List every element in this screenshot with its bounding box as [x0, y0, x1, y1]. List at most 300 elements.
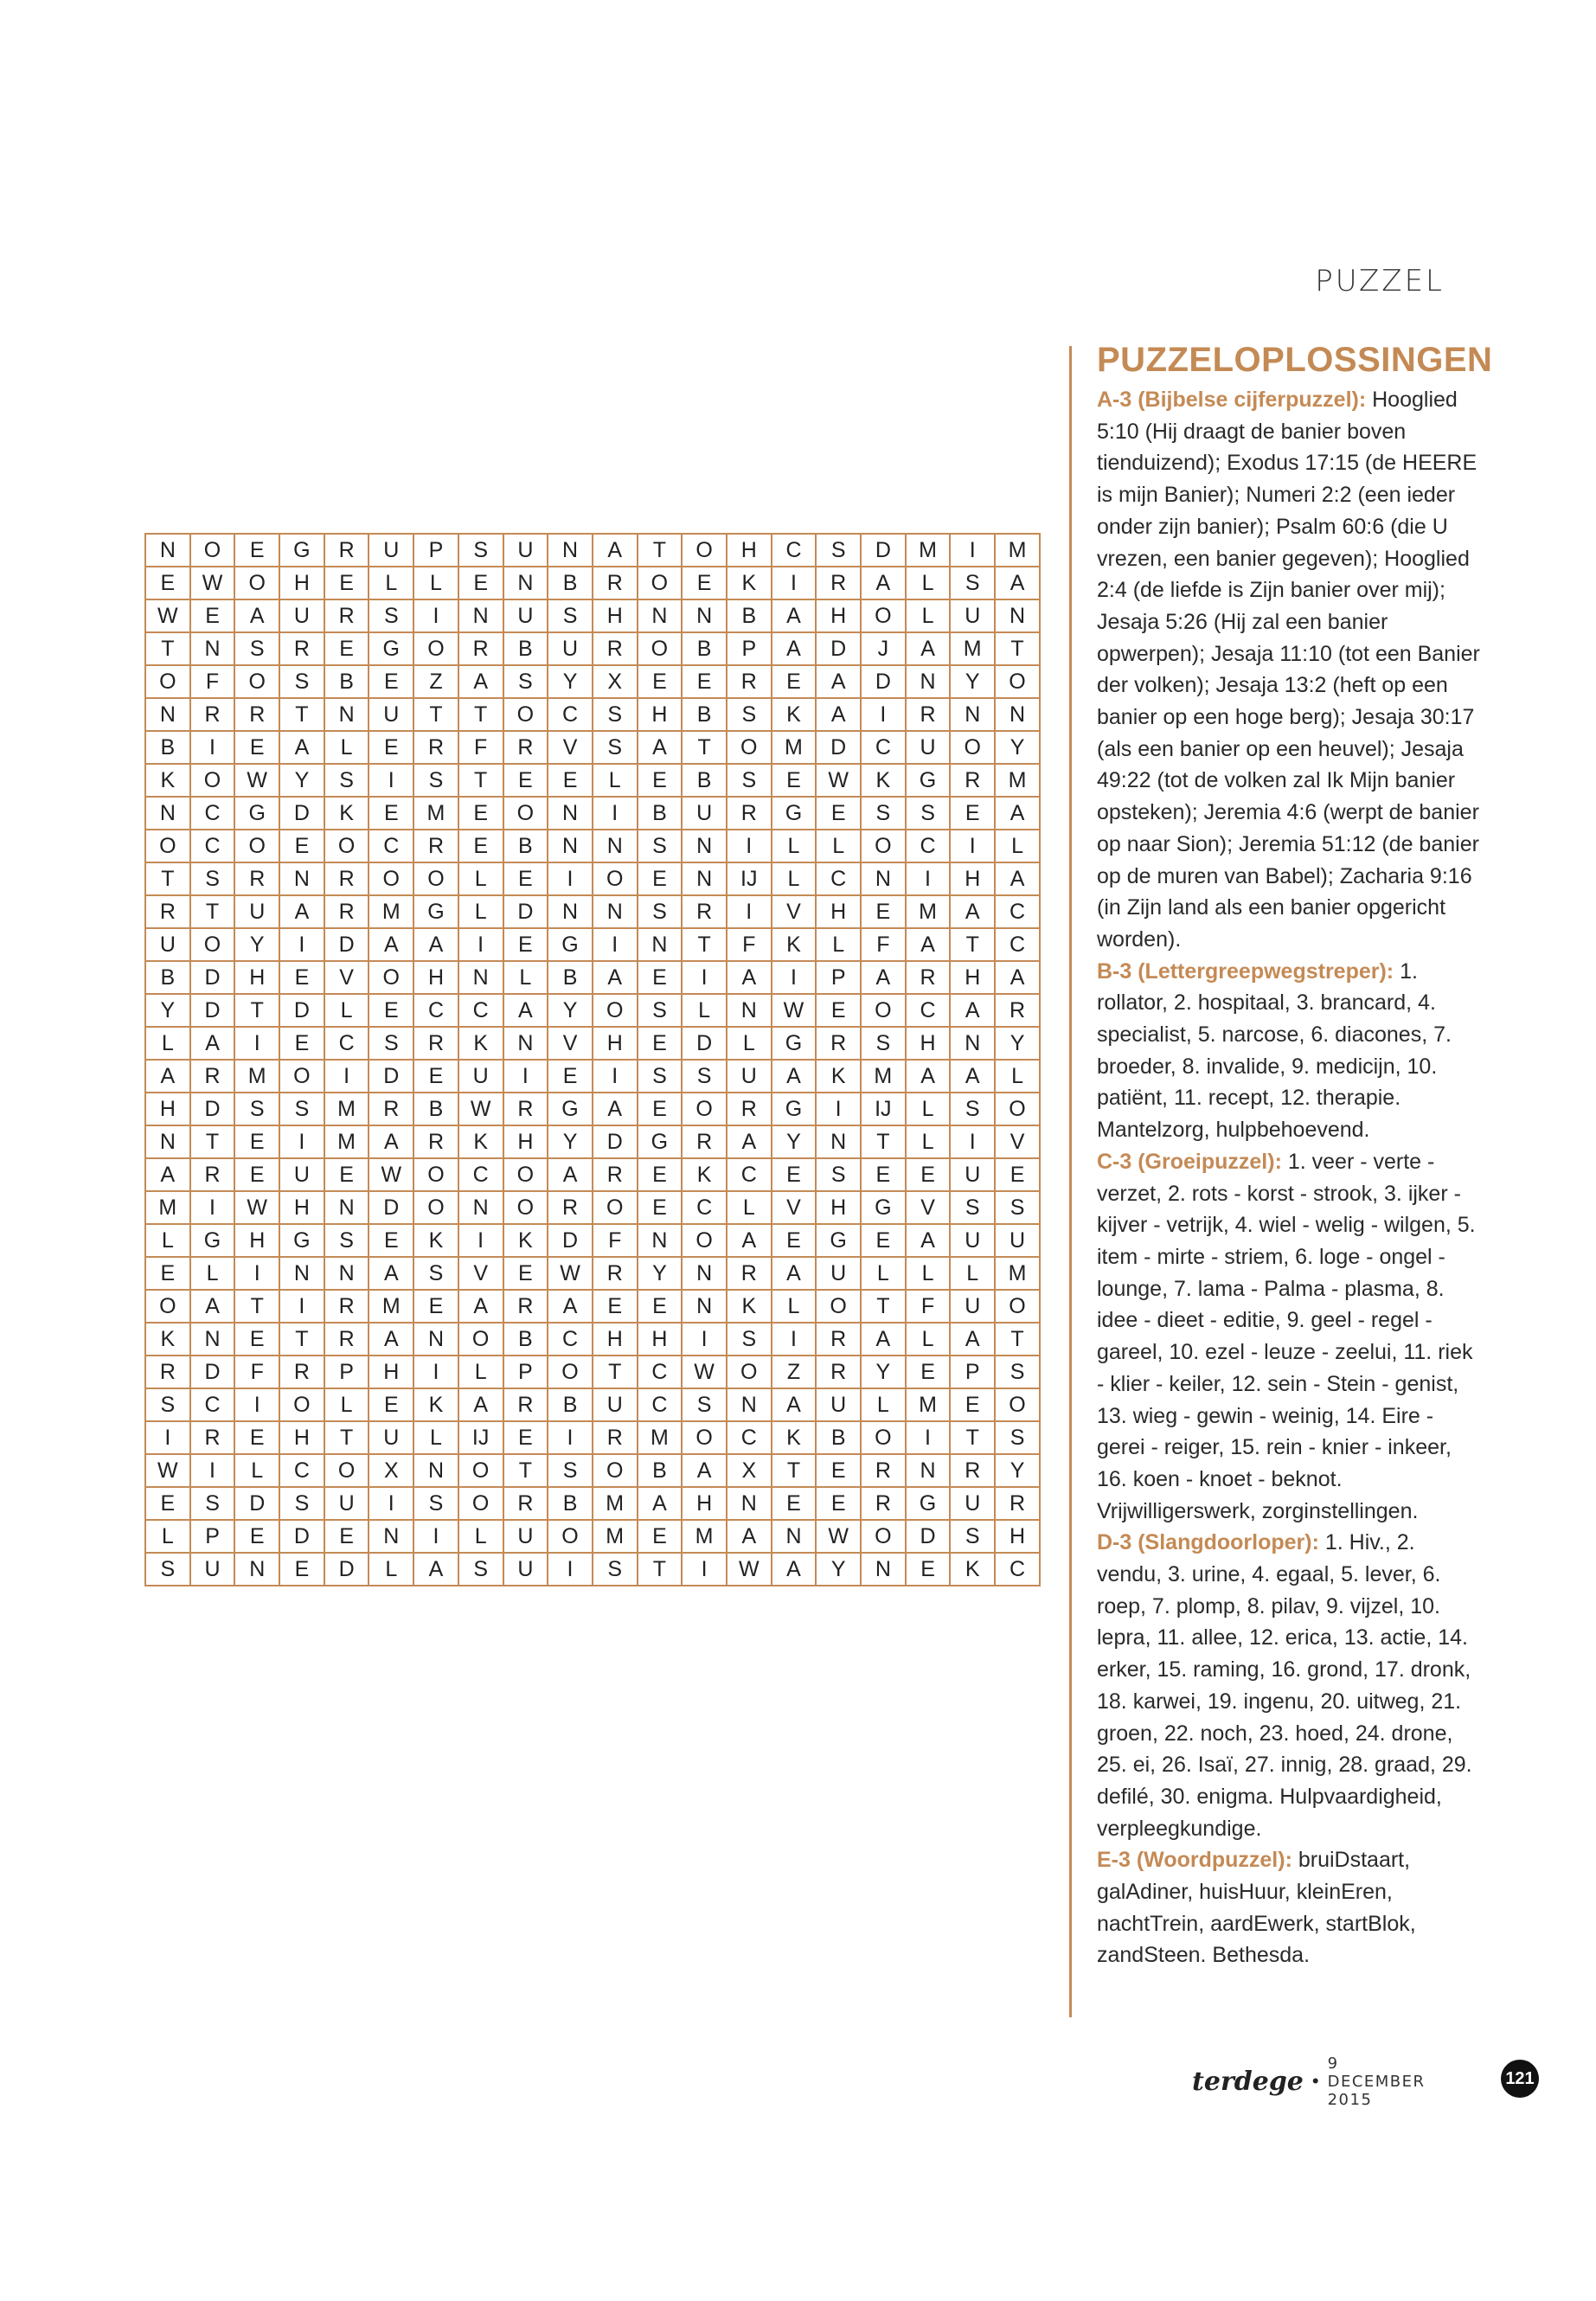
grid-cell: B [145, 731, 190, 764]
grid-cell: N [145, 1125, 190, 1158]
grid-cell: I [906, 1421, 951, 1454]
grid-cell: L [816, 928, 861, 961]
grid-cell: R [861, 1454, 906, 1487]
grid-row [145, 1520, 1040, 1553]
grid-cell: C [190, 1388, 235, 1421]
grid-cell: R [727, 1257, 772, 1290]
grid-cell: G [772, 1027, 817, 1060]
grid-cell: S [145, 1388, 190, 1421]
grid-cell: H [369, 1356, 413, 1388]
grid-cell: E [816, 1454, 861, 1487]
grid-cell: U [727, 1060, 772, 1093]
grid-cell: L [369, 1553, 413, 1586]
grid-cell: H [950, 862, 995, 895]
grid-cell: R [682, 1125, 727, 1158]
grid-cell: I [503, 1060, 548, 1093]
grid-cell: B [682, 698, 727, 731]
grid-cell: R [816, 1356, 861, 1388]
grid-cell: Y [548, 994, 593, 1027]
grid-cell: I [682, 961, 727, 994]
grid-cell: W [369, 1158, 413, 1191]
grid-cell: S [816, 534, 861, 567]
grid-cell: O [234, 567, 279, 599]
grid-cell: I [458, 1224, 503, 1257]
grid-cell: C [995, 895, 1040, 928]
grid-cell: I [413, 1356, 458, 1388]
grid-cell: N [458, 599, 503, 632]
grid-cell: O [816, 1290, 861, 1323]
grid-cell: R [324, 895, 369, 928]
grid-cell: A [995, 567, 1040, 599]
answer-heading: A-3 (Bijbelse cijferpuzzel): [1097, 388, 1367, 412]
grid-cell: U [234, 895, 279, 928]
grid-cell: C [727, 1421, 772, 1454]
grid-cell: Y [861, 1356, 906, 1388]
grid-cell: A [369, 1125, 413, 1158]
grid-row [145, 1125, 1040, 1158]
grid-cell: R [279, 632, 324, 665]
grid-cell: A [861, 567, 906, 599]
grid-cell: IJ [727, 862, 772, 895]
grid-cell: N [861, 862, 906, 895]
grid-cell: A [995, 862, 1040, 895]
grid-cell: A [413, 928, 458, 961]
grid-cell: E [638, 1191, 683, 1224]
grid-cell: E [638, 961, 683, 994]
grid-cell: N [682, 1290, 727, 1323]
grid-cell: H [816, 599, 861, 632]
grid-cell: I [190, 731, 235, 764]
grid-cell: O [682, 1224, 727, 1257]
grid-cell: A [548, 1158, 593, 1191]
grid-cell: B [548, 1487, 593, 1520]
grid-cell: D [682, 1027, 727, 1060]
grid-cell: S [950, 1093, 995, 1125]
grid-cell: R [413, 1027, 458, 1060]
grid-cell: I [324, 1060, 369, 1093]
grid-cell: S [413, 1487, 458, 1520]
grid-row [145, 1027, 1040, 1060]
grid-cell: A [772, 632, 817, 665]
grid-row [145, 895, 1040, 928]
grid-cell: E [279, 1553, 324, 1586]
grid-cell: T [279, 1323, 324, 1356]
grid-cell: I [234, 1027, 279, 1060]
grid-cell: S [234, 1093, 279, 1125]
grid-row [145, 1257, 1040, 1290]
grid-cell: O [190, 764, 235, 797]
grid-cell: T [995, 1323, 1040, 1356]
grid-cell: B [548, 1388, 593, 1421]
grid-cell: E [458, 830, 503, 862]
grid-cell: W [682, 1356, 727, 1388]
grid-cell: T [458, 764, 503, 797]
grid-row [145, 1191, 1040, 1224]
grid-cell: A [413, 1553, 458, 1586]
grid-cell: C [906, 994, 951, 1027]
grid-cell: I [190, 1191, 235, 1224]
answer-entry-b3 [1097, 956, 1483, 1146]
grid-cell: S [638, 830, 683, 862]
grid-cell: O [548, 1520, 593, 1553]
grid-cell: A [727, 1224, 772, 1257]
grid-cell: E [638, 862, 683, 895]
grid-cell: G [279, 534, 324, 567]
grid-cell: E [682, 567, 727, 599]
grid-cell: G [772, 797, 817, 830]
grid-cell: B [548, 961, 593, 994]
grid-cell: V [548, 731, 593, 764]
grid-cell: A [772, 1060, 817, 1093]
grid-cell: L [861, 1388, 906, 1421]
grid-cell: K [772, 928, 817, 961]
grid-cell: U [279, 599, 324, 632]
grid-cell: A [145, 1060, 190, 1093]
grid-cell: R [593, 1421, 638, 1454]
grid-cell: E [906, 1356, 951, 1388]
grid-cell: T [682, 731, 727, 764]
grid-cell: O [503, 1191, 548, 1224]
grid-cell: N [548, 797, 593, 830]
grid-cell: U [503, 534, 548, 567]
grid-row [145, 862, 1040, 895]
grid-cell: I [593, 928, 638, 961]
grid-cell: R [727, 665, 772, 698]
grid-cell: I [816, 1093, 861, 1125]
grid-cell: K [145, 764, 190, 797]
grid-cell: U [369, 534, 413, 567]
grid-cell: L [145, 1224, 190, 1257]
grid-cell: O [995, 1388, 1040, 1421]
grid-cell: T [458, 698, 503, 731]
grid-cell: E [548, 1060, 593, 1093]
grid-cell: D [279, 797, 324, 830]
grid-cell: G [190, 1224, 235, 1257]
grid-cell: S [682, 1388, 727, 1421]
grid-cell: R [413, 830, 458, 862]
grid-row [145, 599, 1040, 632]
grid-cell: A [279, 731, 324, 764]
grid-cell: X [369, 1454, 413, 1487]
grid-cell: U [369, 1421, 413, 1454]
grid-cell: G [548, 928, 593, 961]
grid-cell: E [234, 1158, 279, 1191]
grid-cell: T [145, 862, 190, 895]
grid-cell: R [190, 1158, 235, 1191]
grid-cell: T [772, 1454, 817, 1487]
grid-cell: C [413, 994, 458, 1027]
grid-cell: S [593, 731, 638, 764]
grid-cell: L [727, 1027, 772, 1060]
grid-cell: N [906, 1454, 951, 1487]
grid-cell: T [682, 928, 727, 961]
grid-cell: E [772, 1158, 817, 1191]
grid-cell: A [995, 797, 1040, 830]
grid-cell: H [593, 1027, 638, 1060]
grid-cell: R [906, 698, 951, 731]
grid-cell: I [950, 830, 995, 862]
grid-cell: N [548, 534, 593, 567]
grid-cell: F [906, 1290, 951, 1323]
grid-cell: S [548, 1454, 593, 1487]
grid-cell: Y [995, 1454, 1040, 1487]
grid-cell: D [369, 1060, 413, 1093]
grid-cell: J [861, 632, 906, 665]
grid-cell: E [772, 1224, 817, 1257]
grid-cell: E [816, 797, 861, 830]
grid-cell: O [369, 961, 413, 994]
grid-cell: A [369, 928, 413, 961]
grid-cell: E [234, 534, 279, 567]
grid-cell: P [816, 961, 861, 994]
grid-cell: M [145, 1191, 190, 1224]
grid-cell: E [995, 1158, 1040, 1191]
grid-cell: H [145, 1093, 190, 1125]
grid-cell: E [279, 1027, 324, 1060]
grid-cell: B [413, 1093, 458, 1125]
grid-cell: O [995, 1290, 1040, 1323]
grid-cell: O [324, 1454, 369, 1487]
grid-cell: A [816, 665, 861, 698]
grid-cell: L [458, 1520, 503, 1553]
grid-cell: N [950, 698, 995, 731]
grid-cell: O [413, 632, 458, 665]
grid-cell: L [324, 994, 369, 1027]
grid-cell: C [906, 830, 951, 862]
grid-cell: S [950, 1520, 995, 1553]
grid-cell: R [950, 764, 995, 797]
grid-cell: D [190, 994, 235, 1027]
grid-cell: G [638, 1125, 683, 1158]
grid-cell: L [772, 830, 817, 862]
grid-cell: S [816, 1158, 861, 1191]
grid-cell: O [503, 698, 548, 731]
grid-cell: L [950, 1257, 995, 1290]
grid-cell: B [503, 1323, 548, 1356]
grid-cell: O [861, 1421, 906, 1454]
grid-cell: E [906, 1158, 951, 1191]
grid-cell: C [458, 1158, 503, 1191]
grid-cell: W [234, 1191, 279, 1224]
grid-cell: F [861, 928, 906, 961]
grid-cell: O [548, 1356, 593, 1388]
grid-cell: S [458, 1553, 503, 1586]
grid-cell: I [413, 599, 458, 632]
grid-cell: K [727, 1290, 772, 1323]
grid-cell: O [638, 632, 683, 665]
grid-cell: I [369, 764, 413, 797]
grid-cell: E [369, 797, 413, 830]
brand-logo: terdege [1192, 2066, 1304, 2097]
answer-text: 1. veer - verte - verzet, 2. rots - korst - strook, 3. ijker - kijver - vetrijk, 4. wiel - welig - wilgen, 5. item - mirte - striem, 6. loge - ongel - lounge, 7. lama - Palma - plasma, 8. idee - dieet - editie, 9. geel - regel - gareel, 10. ezel - leuze - zeelui, 11. riek - klier - keiler, 12. sein - Stein - genist, 13. wieg - gewin - weinig, 14. Eire - gerei - reiger, 15. rein - knier - inkeer, 16. koen - knoet - beknot. Vrijwilligerswerk, zorginstellingen. [1097, 1149, 1476, 1523]
grid-cell: P [413, 534, 458, 567]
grid-cell: R [190, 698, 235, 731]
grid-cell: P [503, 1356, 548, 1388]
grid-cell: E [950, 1388, 995, 1421]
grid-cell: S [950, 1191, 995, 1224]
grid-cell: A [950, 1323, 995, 1356]
grid-cell: T [503, 1454, 548, 1487]
grid-cell: O [145, 1290, 190, 1323]
grid-cell: E [324, 567, 369, 599]
grid-cell: Z [772, 1356, 817, 1388]
grid-cell: M [995, 534, 1040, 567]
grid-row [145, 731, 1040, 764]
grid-cell: S [995, 1356, 1040, 1388]
grid-cell: I [279, 1290, 324, 1323]
grid-row [145, 1158, 1040, 1191]
grid-cell: I [772, 1323, 817, 1356]
grid-cell: E [861, 1158, 906, 1191]
grid-cell: E [503, 1421, 548, 1454]
grid-cell: K [413, 1224, 458, 1257]
grid-cell: T [234, 994, 279, 1027]
grid-cell: F [727, 928, 772, 961]
grid-cell: U [145, 928, 190, 961]
grid-cell: S [279, 665, 324, 698]
grid-cell: U [950, 1158, 995, 1191]
grid-cell: N [682, 830, 727, 862]
grid-cell: O [279, 1060, 324, 1093]
grid-row [145, 797, 1040, 830]
answers-title: PUZZELOPLOSSINGEN [1097, 341, 1493, 379]
grid-cell: N [816, 1125, 861, 1158]
grid-cell: U [950, 1224, 995, 1257]
grid-cell: E [638, 764, 683, 797]
grid-cell: Y [279, 764, 324, 797]
grid-row [145, 1388, 1040, 1421]
grid-cell: D [190, 961, 235, 994]
grid-cell: C [682, 1191, 727, 1224]
grid-cell: L [593, 764, 638, 797]
grid-cell: L [458, 895, 503, 928]
grid-cell: S [727, 764, 772, 797]
footer-bullet: • [1311, 2070, 1319, 2092]
grid-cell: E [816, 994, 861, 1027]
grid-cell: C [458, 994, 503, 1027]
grid-cell: I [682, 1323, 727, 1356]
grid-cell: E [458, 567, 503, 599]
grid-cell: C [638, 1388, 683, 1421]
grid-cell: K [458, 1125, 503, 1158]
grid-cell: G [279, 1224, 324, 1257]
grid-cell: I [727, 895, 772, 928]
answer-entry-a3 [1097, 384, 1483, 956]
grid-cell: C [548, 698, 593, 731]
grid-cell: L [861, 1257, 906, 1290]
grid-cell: L [190, 1257, 235, 1290]
grid-cell: G [906, 764, 951, 797]
grid-cell: E [324, 1520, 369, 1553]
grid-cell: I [413, 1520, 458, 1553]
grid-cell: K [503, 1224, 548, 1257]
grid-cell: C [548, 1323, 593, 1356]
grid-cell: K [324, 797, 369, 830]
grid-cell: O [458, 1454, 503, 1487]
grid-cell: M [861, 1060, 906, 1093]
grid-cell: O [458, 1487, 503, 1520]
grid-cell: O [593, 1454, 638, 1487]
grid-cell: U [816, 1257, 861, 1290]
grid-cell: E [369, 1224, 413, 1257]
grid-cell: R [324, 862, 369, 895]
grid-cell: E [369, 665, 413, 698]
grid-cell: A [593, 534, 638, 567]
grid-cell: E [682, 665, 727, 698]
grid-cell: D [279, 1520, 324, 1553]
grid-cell: N [145, 797, 190, 830]
grid-cell: H [234, 961, 279, 994]
grid-cell: H [816, 1191, 861, 1224]
grid-cell: H [279, 567, 324, 599]
grid-cell: C [324, 1027, 369, 1060]
grid-cell: Y [638, 1257, 683, 1290]
grid-cell: W [727, 1553, 772, 1586]
grid-cell: U [906, 731, 951, 764]
grid-cell: A [772, 1553, 817, 1586]
grid-cell: S [324, 764, 369, 797]
grid-cell: C [772, 534, 817, 567]
grid-cell: E [279, 961, 324, 994]
grid-cell: C [861, 731, 906, 764]
grid-cell: D [503, 895, 548, 928]
grid-cell: S [638, 1060, 683, 1093]
grid-cell: D [324, 928, 369, 961]
grid-row [145, 1356, 1040, 1388]
grid-cell: T [234, 1290, 279, 1323]
grid-cell: N [682, 599, 727, 632]
grid-row [145, 830, 1040, 862]
grid-cell: A [279, 895, 324, 928]
grid-cell: R [593, 567, 638, 599]
grid-cell: U [503, 1553, 548, 1586]
grid-cell: I [279, 928, 324, 961]
grid-cell: A [458, 1290, 503, 1323]
grid-cell: R [995, 994, 1040, 1027]
grid-cell: I [548, 1553, 593, 1586]
grid-cell: N [593, 895, 638, 928]
grid-cell: O [234, 830, 279, 862]
grid-cell: R [906, 961, 951, 994]
grid-cell: R [503, 1290, 548, 1323]
grid-cell: L [503, 961, 548, 994]
grid-cell: Z [413, 665, 458, 698]
grid-cell: A [727, 1520, 772, 1553]
grid-cell: Y [234, 928, 279, 961]
grid-cell: E [548, 764, 593, 797]
grid-cell: F [458, 731, 503, 764]
grid-cell: O [145, 665, 190, 698]
grid-cell: H [995, 1520, 1040, 1553]
grid-cell: C [190, 797, 235, 830]
grid-cell: H [593, 1323, 638, 1356]
grid-cell: G [413, 895, 458, 928]
grid-cell: B [548, 567, 593, 599]
grid-cell: L [458, 1356, 503, 1388]
grid-row [145, 698, 1040, 731]
grid-cell: N [324, 1191, 369, 1224]
grid-cell: O [861, 1520, 906, 1553]
grid-cell: A [638, 1487, 683, 1520]
grid-cell: N [861, 1553, 906, 1586]
grid-cell: E [593, 1290, 638, 1323]
grid-cell: N [638, 1224, 683, 1257]
grid-row [145, 1553, 1040, 1586]
grid-cell: R [234, 698, 279, 731]
grid-cell: A [906, 928, 951, 961]
grid-cell: C [638, 1356, 683, 1388]
grid-cell: G [772, 1093, 817, 1125]
